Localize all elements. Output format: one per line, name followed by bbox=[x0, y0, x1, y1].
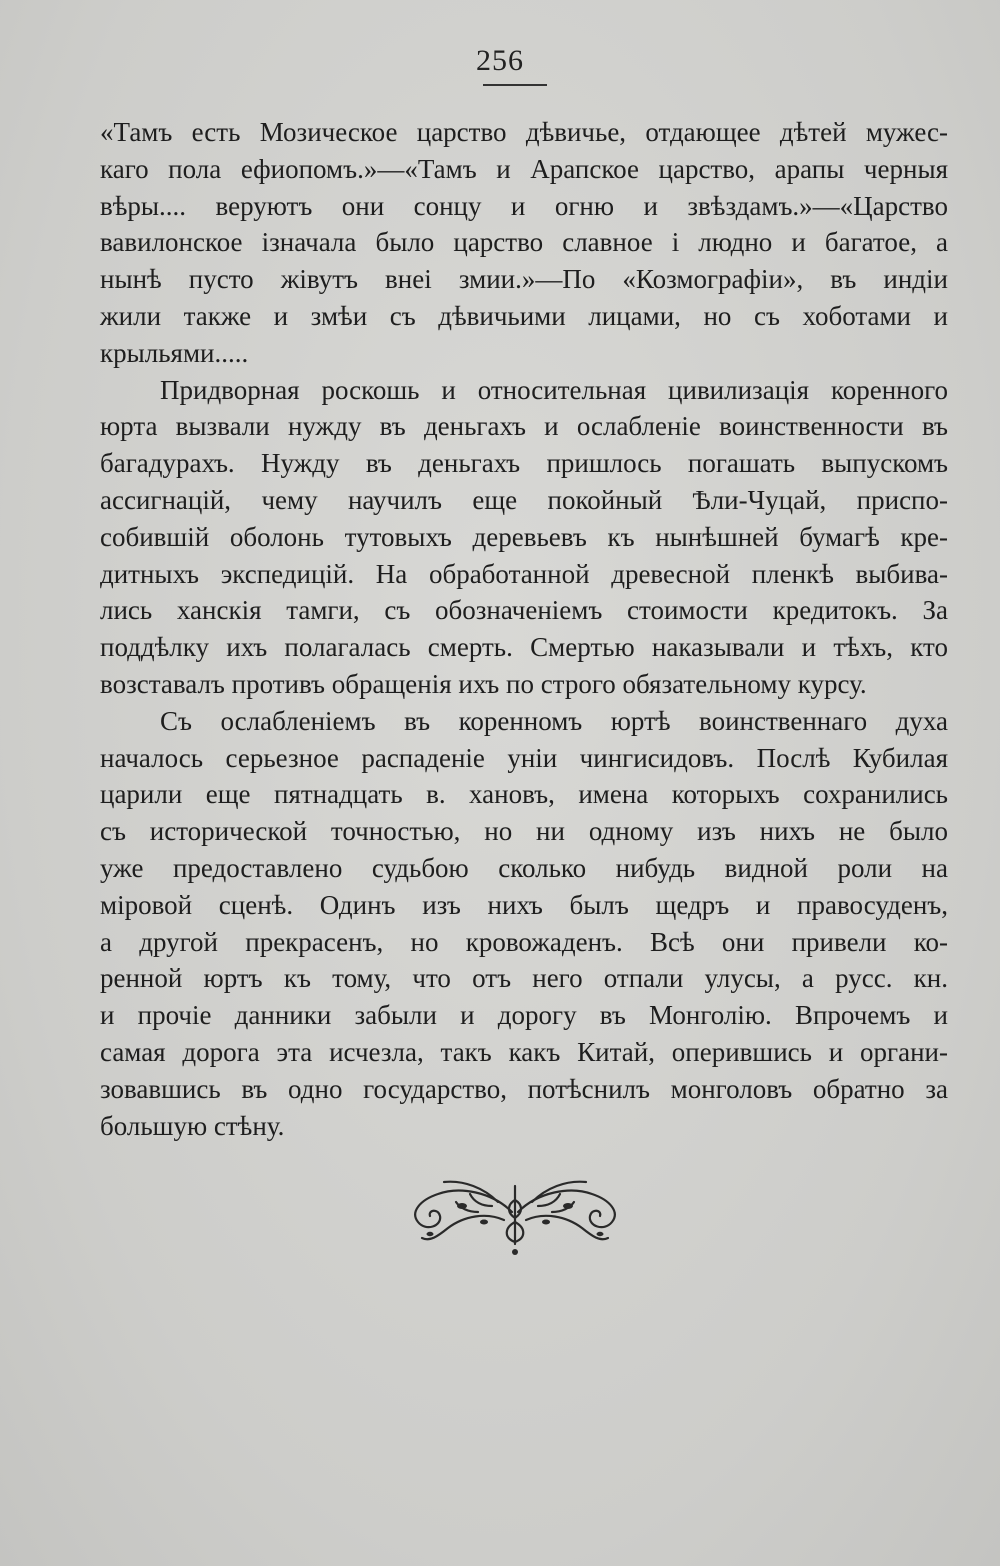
text-line: «Тамъ есть Мозическое царство дѣвичье, отдающее дѣтей мужес- bbox=[100, 117, 948, 147]
page-number: 256 bbox=[476, 44, 524, 77]
text-line: жили также и змѣи съ дѣвичьими лицами, но съ хоботами и bbox=[100, 300, 948, 331]
text-line: уже предоставлено судьбою сколько нибудь видной роли на bbox=[100, 852, 948, 883]
text-line: Съ ослабленiемъ въ коренномъ юртѣ воинственнаго духа bbox=[160, 705, 948, 736]
floral-vignette-icon bbox=[400, 1172, 630, 1262]
text-line: ассигнацiй, чему научилъ еще покойный Ѣли-Чуцай, приспо- bbox=[100, 484, 948, 515]
text-line: а другой прекрасенъ, но кровожаденъ. Всѣ они привели ко- bbox=[100, 926, 948, 957]
text-line: самая дорога эта исчезла, такъ какъ Китай, оперившись и органи- bbox=[100, 1036, 948, 1067]
text-line: царили еще пятнадцать в. хановъ, имена которыхъ сохранились bbox=[100, 779, 948, 810]
page-number-underline bbox=[483, 84, 547, 86]
text-line: собившiй оболонь тутовыхъ деревьевъ къ нынѣшней бумагѣ кре- bbox=[100, 521, 948, 552]
text-line: мiровой сценѣ. Одинъ изъ нихъ былъ щедръ и правосуденъ, bbox=[100, 889, 948, 920]
text-line: каго пола ефиопомъ.»—«Тамъ и Арапское царство, арапы черныя bbox=[100, 153, 948, 184]
text-line: началось серьезное распаденiе унiи чингисидовъ. Послѣ Кубилая bbox=[100, 742, 948, 773]
text-line: нынѣ пусто жiвутъ внеi змии.»—По «Козмографiи», въ индiи bbox=[100, 264, 948, 295]
text-line: большую стѣну. bbox=[100, 1110, 285, 1141]
text-line: вавилонское iзначала было царство славное i людно и багатое, а bbox=[100, 227, 948, 258]
text-line: возставалъ противъ обращенiя ихъ по строго обязательному курсу. bbox=[100, 668, 867, 699]
text-line: вѣры.... веруютъ они сонцу и огню и звѣздамъ.»—«Царство bbox=[100, 190, 948, 221]
text-line: багадурахъ. Нужду въ деньгахъ пришлось погашать выпускомъ bbox=[100, 448, 948, 479]
text-line: поддѣлку ихъ полагалась смерть. Смертью наказывали и тѣхъ, кто bbox=[100, 632, 948, 663]
text-line: юрта вызвали нужду въ деньгахъ и ослабленiе воинственности въ bbox=[100, 411, 948, 442]
text-line: лись ханскiя тамги, съ обозначенiемъ стоимости кредитокъ. За bbox=[100, 595, 948, 626]
text-line: зовавшись въ одно государство, потѣснилъ монголовъ обратно за bbox=[100, 1073, 948, 1104]
text-line: ренной юртъ къ тому, что отъ него отпали улусы, а русс. кн. bbox=[100, 963, 948, 994]
text-line: и прочiе данники забыли и дорогу въ Монголiю. Впрочемъ и bbox=[100, 1000, 948, 1031]
text-line: съ исторической точностью, но ни одному изъ нихъ не было bbox=[100, 816, 948, 847]
text-line: крыльями..... bbox=[100, 337, 249, 368]
text-line: дитныхъ экспедицiй. На обработанной древесной пленкѣ выбива- bbox=[100, 558, 948, 589]
text-body bbox=[100, 114, 948, 1144]
text-line: Придворная роскошь и относительная цивилизацiя коренного bbox=[160, 374, 948, 405]
